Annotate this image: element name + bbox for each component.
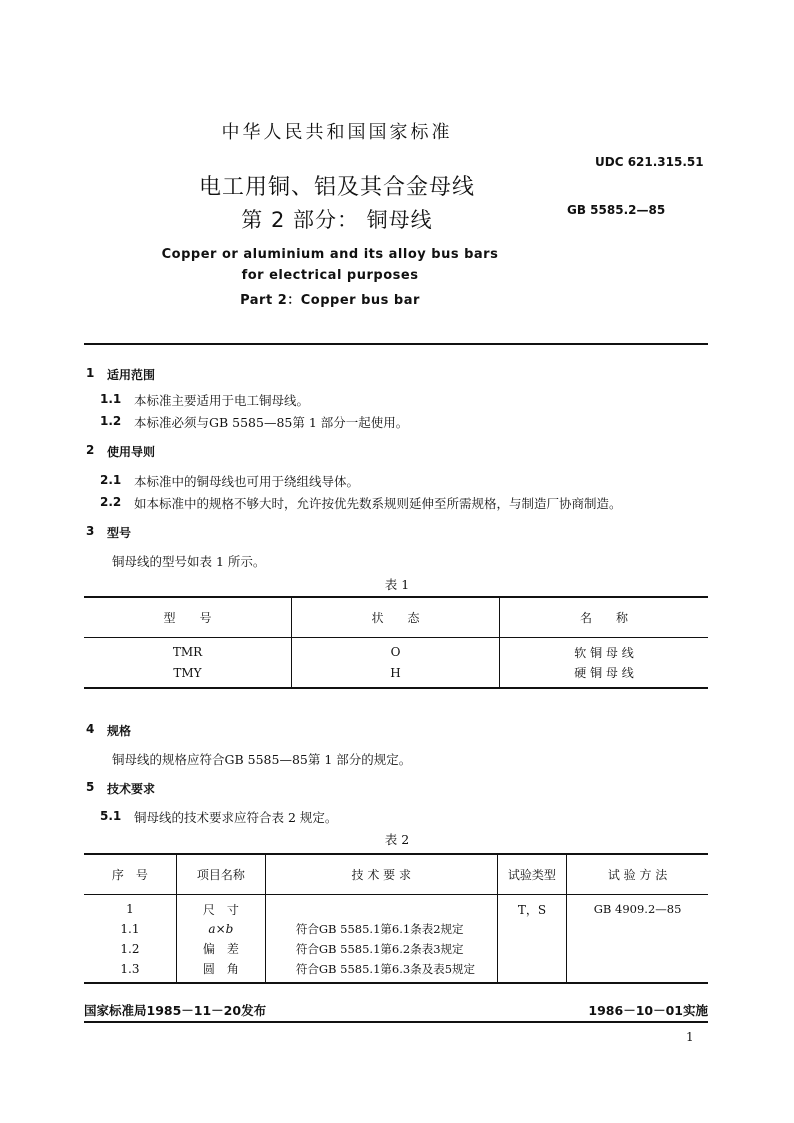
- udc-code: UDC 621.315.51: [595, 155, 704, 169]
- table-1-caption: 表 1: [384, 577, 410, 592]
- table-2-header-row: [84, 854, 708, 894]
- table-row: [84, 939, 708, 959]
- header-divider: [84, 343, 708, 345]
- table-1-cell: H: [292, 662, 500, 688]
- table-2-cell: [265, 894, 497, 919]
- clause-2-1-text: 本标准中的铜母线也可用于绕组线导体。: [134, 474, 360, 489]
- national-standard-title: 中华人民共和国国家标准: [221, 122, 453, 143]
- section-2-number: 2: [86, 443, 95, 457]
- clause-5-1-text: 铜母线的技术要求应符合表 2 规定。: [134, 810, 338, 825]
- section-1-title: 适用范围: [107, 368, 156, 382]
- table-2-cell: [497, 919, 566, 939]
- clause-2-1-number: 2.1: [100, 473, 122, 487]
- table-1-cell: TMR: [84, 637, 292, 662]
- table-2-cell: [567, 939, 708, 959]
- clause-1-2-text: 本标准必须与GB 5585—85第 1 部分一起使用。: [134, 415, 409, 430]
- section-3-text: 铜母线的型号如表 1 所示。: [112, 554, 266, 569]
- gb-number: GB 5585.2—85: [567, 203, 666, 217]
- table-2-header-test-type: 试验类型: [497, 854, 566, 894]
- table-1: [84, 596, 708, 689]
- table-1-header-row: [84, 597, 708, 637]
- table-row: [84, 894, 708, 919]
- section-4-title: 规格: [107, 724, 132, 738]
- table-2-cell: 符合GB 5585.1第6.3条及表5规定: [265, 959, 497, 983]
- section-4-number: 4: [86, 722, 95, 736]
- table-2-caption: 表 2: [384, 832, 410, 847]
- table-2-cell: 1.2: [84, 939, 176, 959]
- table-row: [84, 959, 708, 983]
- table-1-header-type: 型 号: [84, 597, 292, 637]
- table-1-cell: 硬 铜 母 线: [574, 666, 634, 680]
- table-1-cell: TMY: [84, 662, 292, 688]
- english-title-line3: Part 2：Copper bus bar: [240, 293, 420, 308]
- table-2-cell: [497, 939, 566, 959]
- clause-1-2-number: 1.2: [100, 414, 122, 428]
- table-1-header-state: 状 态: [292, 597, 500, 637]
- table-2-header-item: 项目名称: [176, 854, 265, 894]
- table-1-cell: 软 铜 母 线: [574, 645, 634, 660]
- table-2-header-test-method: 试 验 方 法: [607, 867, 668, 882]
- section-4-text: 铜母线的规格应符合GB 5585—85第 1 部分的规定。: [112, 752, 412, 767]
- table-2-header-seq: 序 号: [84, 854, 176, 894]
- table-2-cell: 尺 寸: [176, 894, 265, 919]
- clause-1-1-number: 1.1: [100, 392, 122, 406]
- table-1-cell: O: [292, 637, 500, 662]
- page-number: 1: [686, 1030, 694, 1044]
- table-2-cell: a×b: [176, 919, 265, 939]
- table-row: [84, 637, 708, 662]
- section-3-title: 型号: [107, 526, 132, 540]
- section-1-number: 1: [86, 366, 95, 380]
- issue-date: 国家标准局1985－11－20发布: [84, 1003, 267, 1018]
- section-2-title: 使用导则: [107, 445, 156, 459]
- table-2-header-requirement: 技 术 要 求: [265, 854, 497, 894]
- table-2-cell: 1.1: [84, 919, 176, 939]
- table-2-cell: 圆 角: [176, 959, 265, 983]
- clause-1-1-text: 本标准主要适用于电工铜母线。: [134, 393, 310, 408]
- document-title: 电工用铜、铝及其合金母线: [198, 175, 475, 200]
- table-row: [84, 662, 708, 688]
- clause-2-2-number: 2.2: [100, 495, 122, 509]
- table-row: [84, 919, 708, 939]
- table-2-cell: 1: [84, 894, 176, 919]
- table-2: [84, 853, 708, 984]
- clause-5-1-number: 5.1: [100, 809, 122, 823]
- table-2-cell: T，S: [497, 894, 566, 919]
- table-2-cell: 偏 差: [176, 939, 265, 959]
- table-1-header-name: 名 称: [579, 610, 628, 625]
- effective-date: 1986－10－01实施: [588, 1003, 708, 1018]
- section-5-number: 5: [86, 780, 95, 794]
- english-title-line2: for electrical purposes: [241, 268, 419, 283]
- section-3-number: 3: [86, 524, 95, 538]
- section-5-title: 技术要求: [107, 782, 156, 796]
- document-subtitle: 第 2 部分： 铜母线: [241, 208, 433, 232]
- table-2-cell: [567, 919, 708, 939]
- footer-divider: [84, 1021, 708, 1023]
- clause-2-2-text: 如本标准中的规格不够大时，允许按优先数系规则延伸至所需规格，与制造厂协商制造。: [134, 496, 622, 511]
- table-2-cell: [567, 959, 708, 983]
- english-title-line1: Copper or aluminium and its alloy bus bars: [161, 247, 499, 262]
- table-2-cell: GB 4909.2—85: [593, 902, 682, 916]
- table-2-cell: [497, 959, 566, 983]
- table-2-cell: 1.3: [84, 959, 176, 983]
- table-2-cell: 符合GB 5585.1第6.2条表3规定: [265, 939, 497, 959]
- table-2-cell: 符合GB 5585.1第6.1条表2规定: [265, 919, 497, 939]
